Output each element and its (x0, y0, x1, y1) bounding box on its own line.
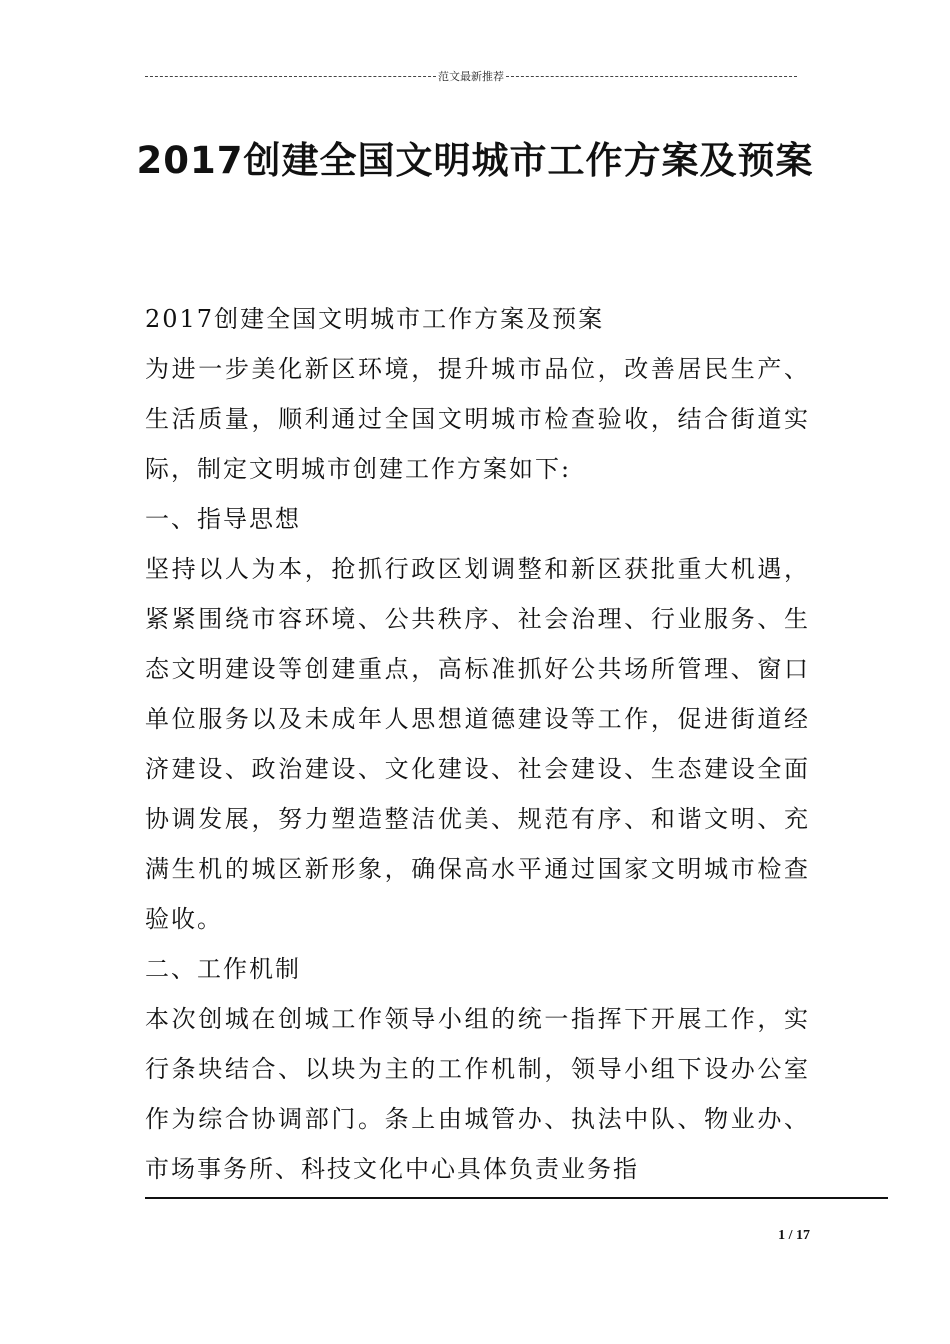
header-dash-right (506, 76, 797, 77)
paragraph-work-mechanism: 本次创城在创城工作领导小组的统一指挥下开展工作，实行条块结合、以块为主的工作机制，领导小组下设办公室作为综合协调部门。条上由城管办、执法中队、物业办、市场事务所、科技文化中心具体负责业务指 (145, 1005, 810, 1183)
footer-divider (145, 1197, 888, 1199)
paragraph-intro: 为进一步美化新区环境，提升城市品位，改善居民生产、生活质量，顺利通过全国文明城市检查验收，结合街道实际，制定文明城市创建工作方案如下: (145, 355, 810, 483)
header-label: 范文最新推荐 (438, 70, 504, 83)
header-dash-left (145, 76, 436, 77)
paragraph-subtitle: 2017创建全国文明城市工作方案及预案 (145, 305, 605, 333)
page-number: 1 / 17 (778, 1228, 810, 1243)
paragraph-guiding-ideology: 坚持以人为本，抢抓行政区划调整和新区获批重大机遇，紧紧围绕市容环境、公共秩序、社会治理、行业服务、生态文明建设等创建重点，高标准抓好公共场所管理、窗口单位服务以及未成年人思想道德建设等工作，促进街道经济建设、政治建设、文化建设、社会建设、生态建设全面协调发展，努力塑造整洁优美、规范有序、和谐文明、充满生机的城区新形象，确保高水平通过国家文明城市检查验收。 (145, 555, 810, 933)
document-title: 2017创建全国文明城市工作方案及预案 (136, 139, 814, 182)
section-heading-guiding-ideology: 一、指导思想 (145, 505, 301, 533)
section-heading-work-mechanism: 二、工作机制 (145, 955, 301, 983)
page-header (145, 66, 797, 86)
document-body (145, 294, 810, 1194)
